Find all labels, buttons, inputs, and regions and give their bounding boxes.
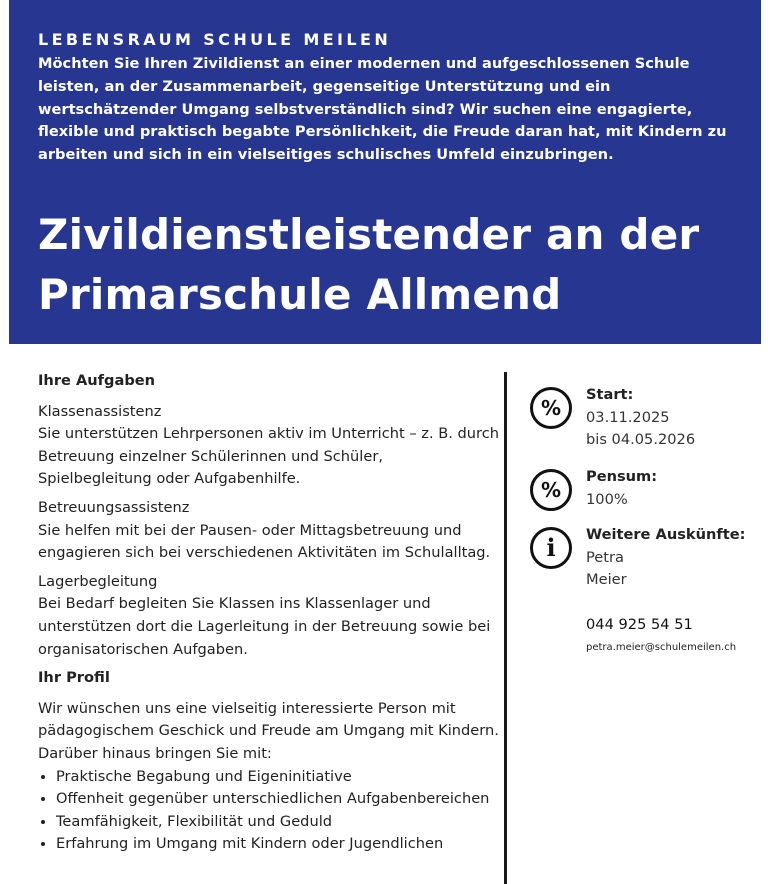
start-label: Start: bbox=[586, 386, 634, 403]
task-text: Sie unterstützen Lehrpersonen aktiv im Unterricht – z. B. durch Betreuung einzelner Schülerinnen und Schüler, Spielbegleitung oder Aufgabenhilfe. bbox=[38, 425, 499, 488]
task-text: Bei Bedarf begleiten Sie Klassen ins Klassenlager und unterstützen dort die Lagerleitung in der Betreuung sowie bei organisatorischen Aufgaben. bbox=[38, 595, 491, 658]
profile-heading: Ihr Profil bbox=[38, 669, 110, 687]
header-banner bbox=[9, 0, 761, 344]
list-item: • Erfahrung im Umgang mit Kindern oder Jugendlichen bbox=[56, 833, 500, 856]
job-title: Zivildienstleistender an der Primarschule Allmend bbox=[38, 209, 700, 319]
start-date: 03.11.2025 bbox=[586, 408, 670, 426]
sidebar bbox=[530, 384, 760, 656]
contact-first-name: Petra bbox=[586, 548, 624, 566]
pensum-label: Pensum: bbox=[586, 468, 658, 485]
task-title: Betreuungsassistenz bbox=[38, 498, 190, 516]
task-text: Sie helfen mit bei der Pausen- oder Mittagsbetreuung und engagieren sich bei verschiedenen Aktivitäten im Schulalltag. bbox=[38, 521, 491, 562]
start-info bbox=[530, 384, 760, 454]
intro-text: Möchten Sie Ihren Zivildienst an einer modernen und aufgeschlossenen Schule leisten, an der Zusammenarbeit, gegenseitige Unterstützung und ein wertschätzender Umgang selbstverständlich sind? Wir suchen eine engagierte, flexible und praktisch begabte Persönlichkeit, die Freude daran hat, mit Kindern zu arbeiten und sich in ein vielseitiges schulisches Umfeld einzubringen. bbox=[38, 55, 727, 164]
end-date: bis 04.05.2026 bbox=[586, 431, 696, 449]
info-icon: i bbox=[530, 527, 572, 569]
organization-name: LEBENSRAUM SCHULE MEILEN bbox=[38, 30, 392, 49]
pensum-info bbox=[530, 466, 760, 514]
contact-info bbox=[530, 524, 760, 656]
task-title: Klassenassistenz bbox=[38, 402, 162, 420]
percent-icon: % bbox=[530, 469, 572, 511]
column-divider bbox=[504, 372, 507, 884]
list-item: • Praktische Begabung und Eigeninitiative bbox=[56, 766, 500, 789]
contact-last-name: Meier bbox=[586, 571, 627, 589]
profile-list bbox=[38, 766, 500, 856]
list-item: • Teamfähigkeit, Flexibilität und Geduld bbox=[56, 811, 500, 834]
task-title: Lagerbegleitung bbox=[38, 572, 158, 590]
contact-label: Weitere Auskünfte: bbox=[586, 526, 746, 543]
task-item bbox=[38, 571, 500, 661]
list-item: • Offenheit gegenüber unterschiedlichen Aufgabenbereichen bbox=[56, 788, 500, 811]
contact-email[interactable]: petra.meier@schulemeilen.ch bbox=[586, 642, 737, 654]
task-item bbox=[38, 401, 500, 491]
tasks-heading: Ihre Aufgaben bbox=[38, 372, 156, 389]
task-item bbox=[38, 497, 500, 565]
percent-icon: % bbox=[530, 387, 572, 429]
contact-phone[interactable]: 044 925 54 51 bbox=[586, 615, 693, 633]
main-content bbox=[38, 370, 500, 856]
pensum-value: 100% bbox=[586, 490, 628, 508]
profile-text: Wir wünschen uns eine vielseitig interessierte Person mit pädagogischem Geschick und Freude am Umgang mit Kindern. Darüber hinaus bringen Sie mit: bbox=[38, 699, 499, 762]
